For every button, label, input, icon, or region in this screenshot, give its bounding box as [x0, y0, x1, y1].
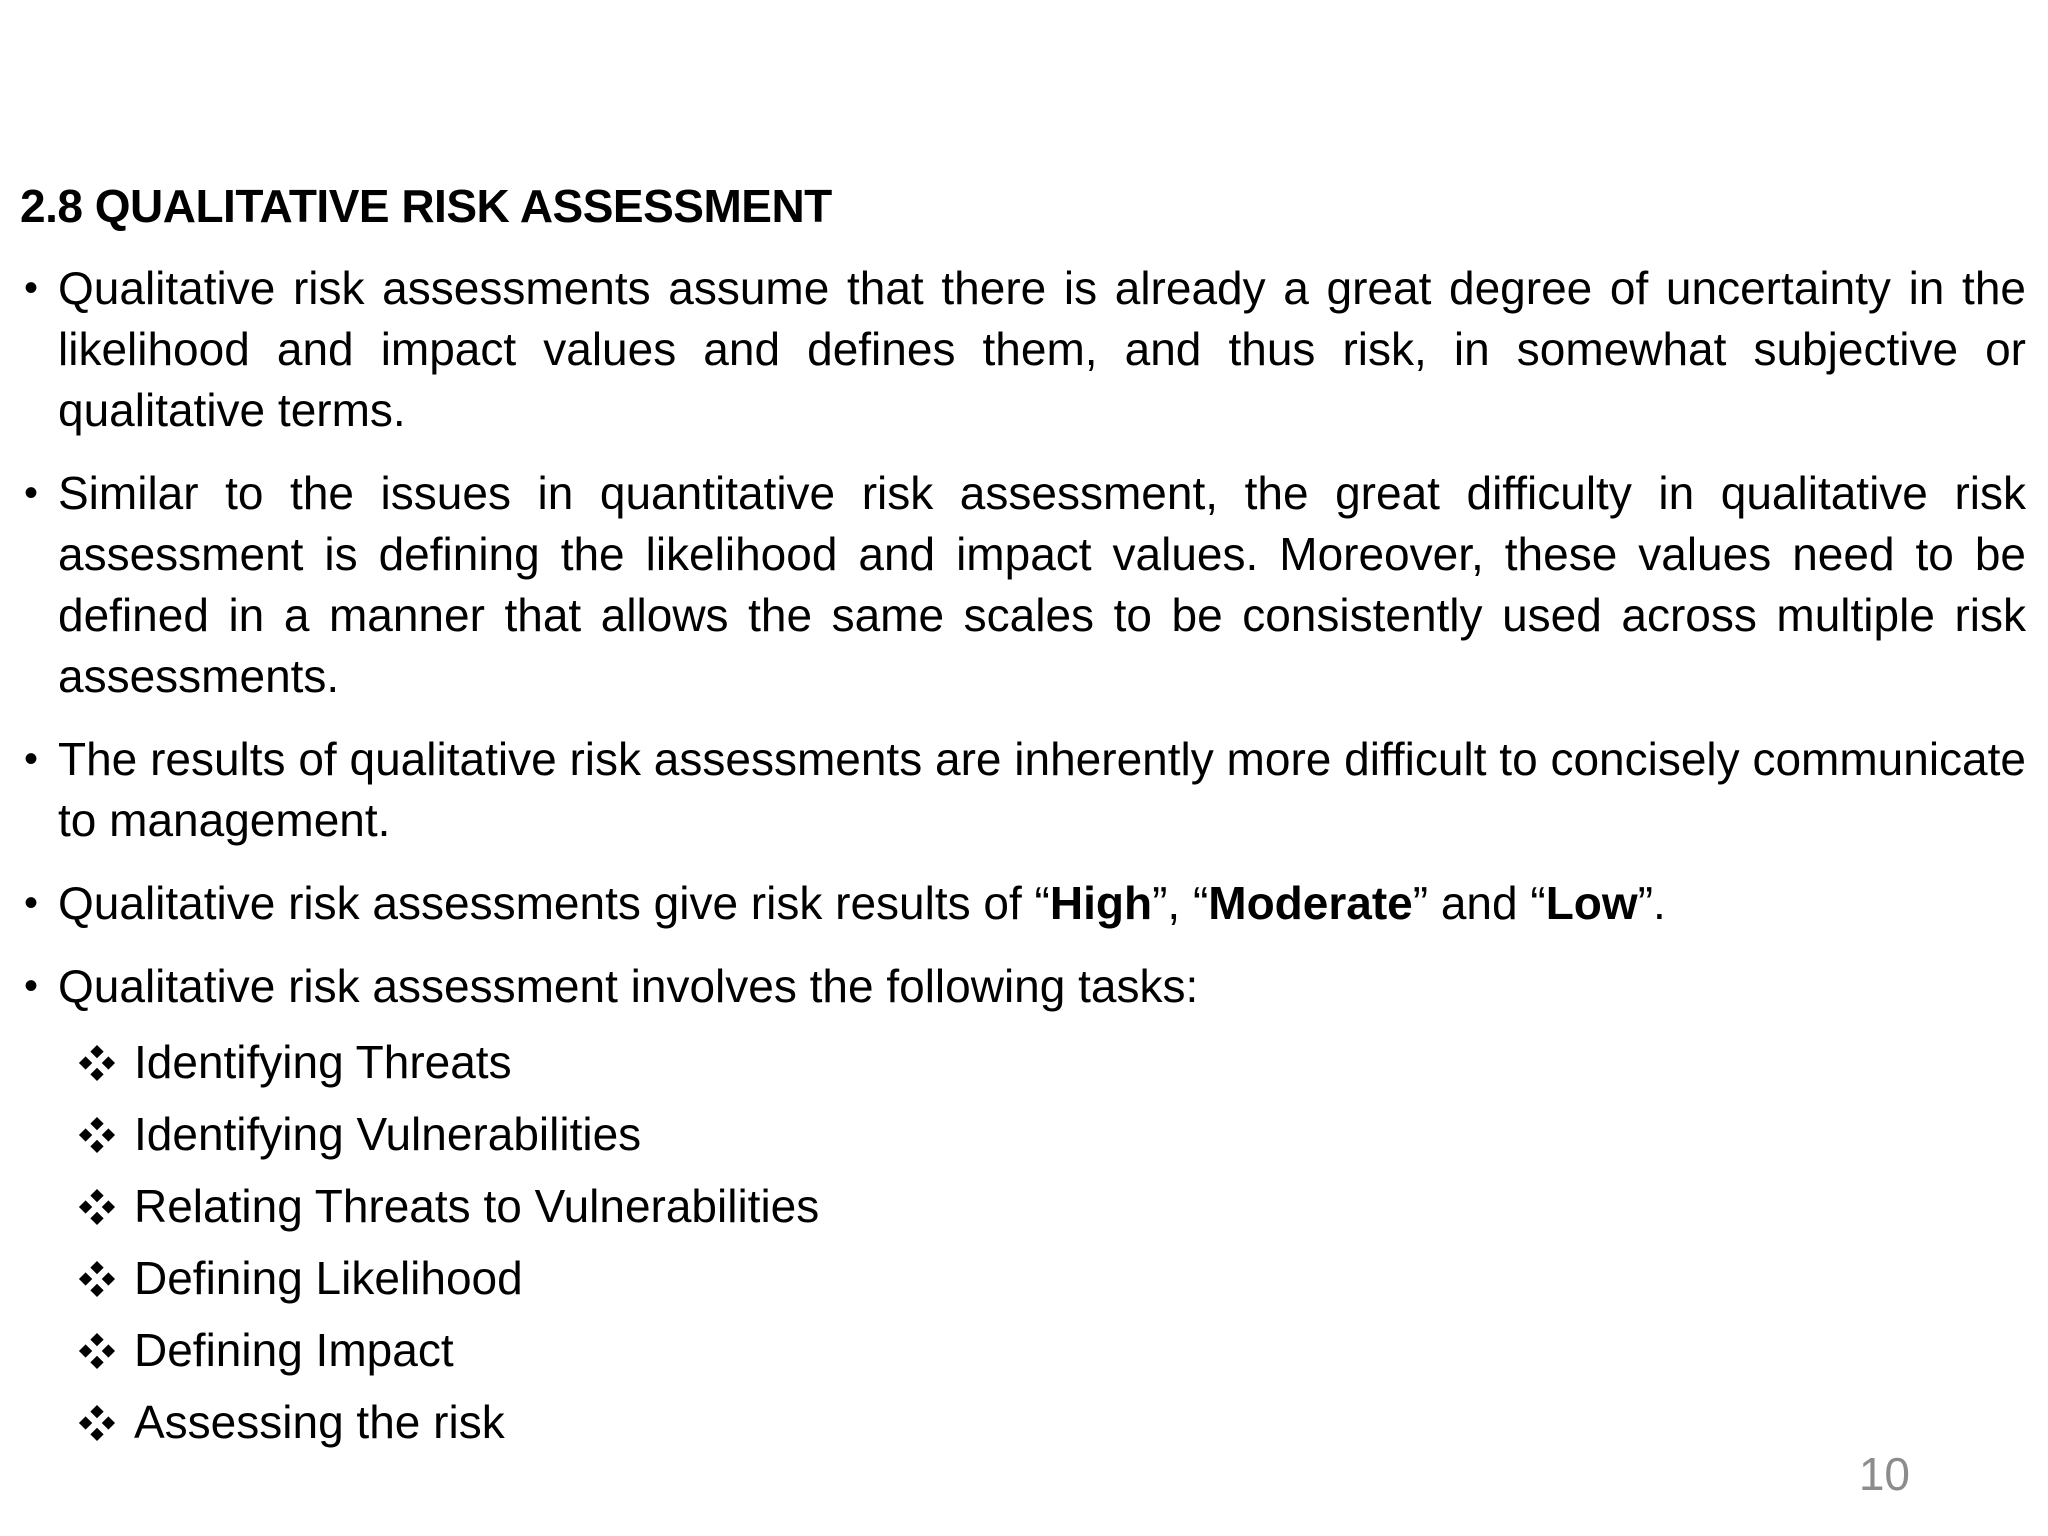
bullet-item	[20, 258, 2026, 441]
slide-heading: 2.8 QUALITATIVE RISK ASSESSMENT	[20, 180, 832, 232]
bullet-item	[20, 463, 2026, 707]
four-diamond-ornament-icon	[78, 1188, 116, 1226]
bullet-text: Similar to the issues in quantitative risk assessment, the great difficulty in qualitative risk assessment is defining the likelihood and impact values. Moreover, these values need to be defined in a manner that allows the same scales to be consistently used across multiple risk assessments.	[58, 467, 2026, 702]
bullet-dot-icon: •	[24, 737, 39, 781]
four-diamond-ornament-icon	[78, 1116, 116, 1154]
task-label: Assessing the risk	[134, 1396, 505, 1448]
bullet-list	[20, 258, 2026, 1023]
task-label: Identifying Vulnerabilities	[134, 1108, 642, 1160]
bullet-dot-icon: •	[24, 266, 39, 310]
task-item	[20, 1242, 1420, 1314]
bullet-text: The results of qualitative risk assessments are inherently more difficult to concisely communicate to management.	[58, 733, 2026, 846]
task-item	[20, 1026, 1420, 1098]
page-number: 10	[1858, 1448, 1910, 1500]
four-diamond-ornament-icon	[78, 1404, 116, 1442]
task-item	[20, 1098, 1420, 1170]
bullet-item	[20, 729, 2026, 851]
bullet-text: Qualitative risk assessment involves the following tasks:	[58, 960, 1199, 1012]
bullet-dot-icon: •	[24, 881, 39, 925]
task-item	[20, 1314, 1420, 1386]
bullet-dot-icon: •	[24, 471, 39, 515]
bullet-item-tasks	[20, 956, 2026, 1017]
bullet-item-risk-results	[20, 873, 2026, 934]
four-diamond-ornament-icon	[78, 1044, 116, 1082]
four-diamond-ornament-icon	[78, 1260, 116, 1298]
result-moderate: Moderate	[1208, 877, 1413, 929]
task-list	[20, 1026, 1420, 1458]
task-label: Identifying Threats	[134, 1036, 512, 1088]
four-diamond-ornament-icon	[78, 1332, 116, 1370]
results-separator: ”, “	[1152, 877, 1209, 929]
results-prefix: Qualitative risk assessments give risk results of “	[58, 877, 1050, 929]
task-label: Defining Impact	[134, 1324, 454, 1376]
task-label: Relating Threats to Vulnerabilities	[134, 1180, 820, 1232]
results-separator: ” and “	[1412, 877, 1546, 929]
task-item	[20, 1386, 1420, 1458]
result-low: Low	[1545, 877, 1638, 929]
task-label: Defining Likelihood	[134, 1252, 523, 1304]
result-high: High	[1049, 877, 1153, 929]
bullet-dot-icon: •	[24, 964, 39, 1008]
results-suffix: ”.	[1637, 877, 1666, 929]
bullet-text: Qualitative risk assessments assume that there is already a great degree of uncertainty in the likelihood and impact values and defines them, and thus risk, in somewhat subjective or qualitative terms.	[58, 262, 2026, 436]
task-item	[20, 1170, 1420, 1242]
